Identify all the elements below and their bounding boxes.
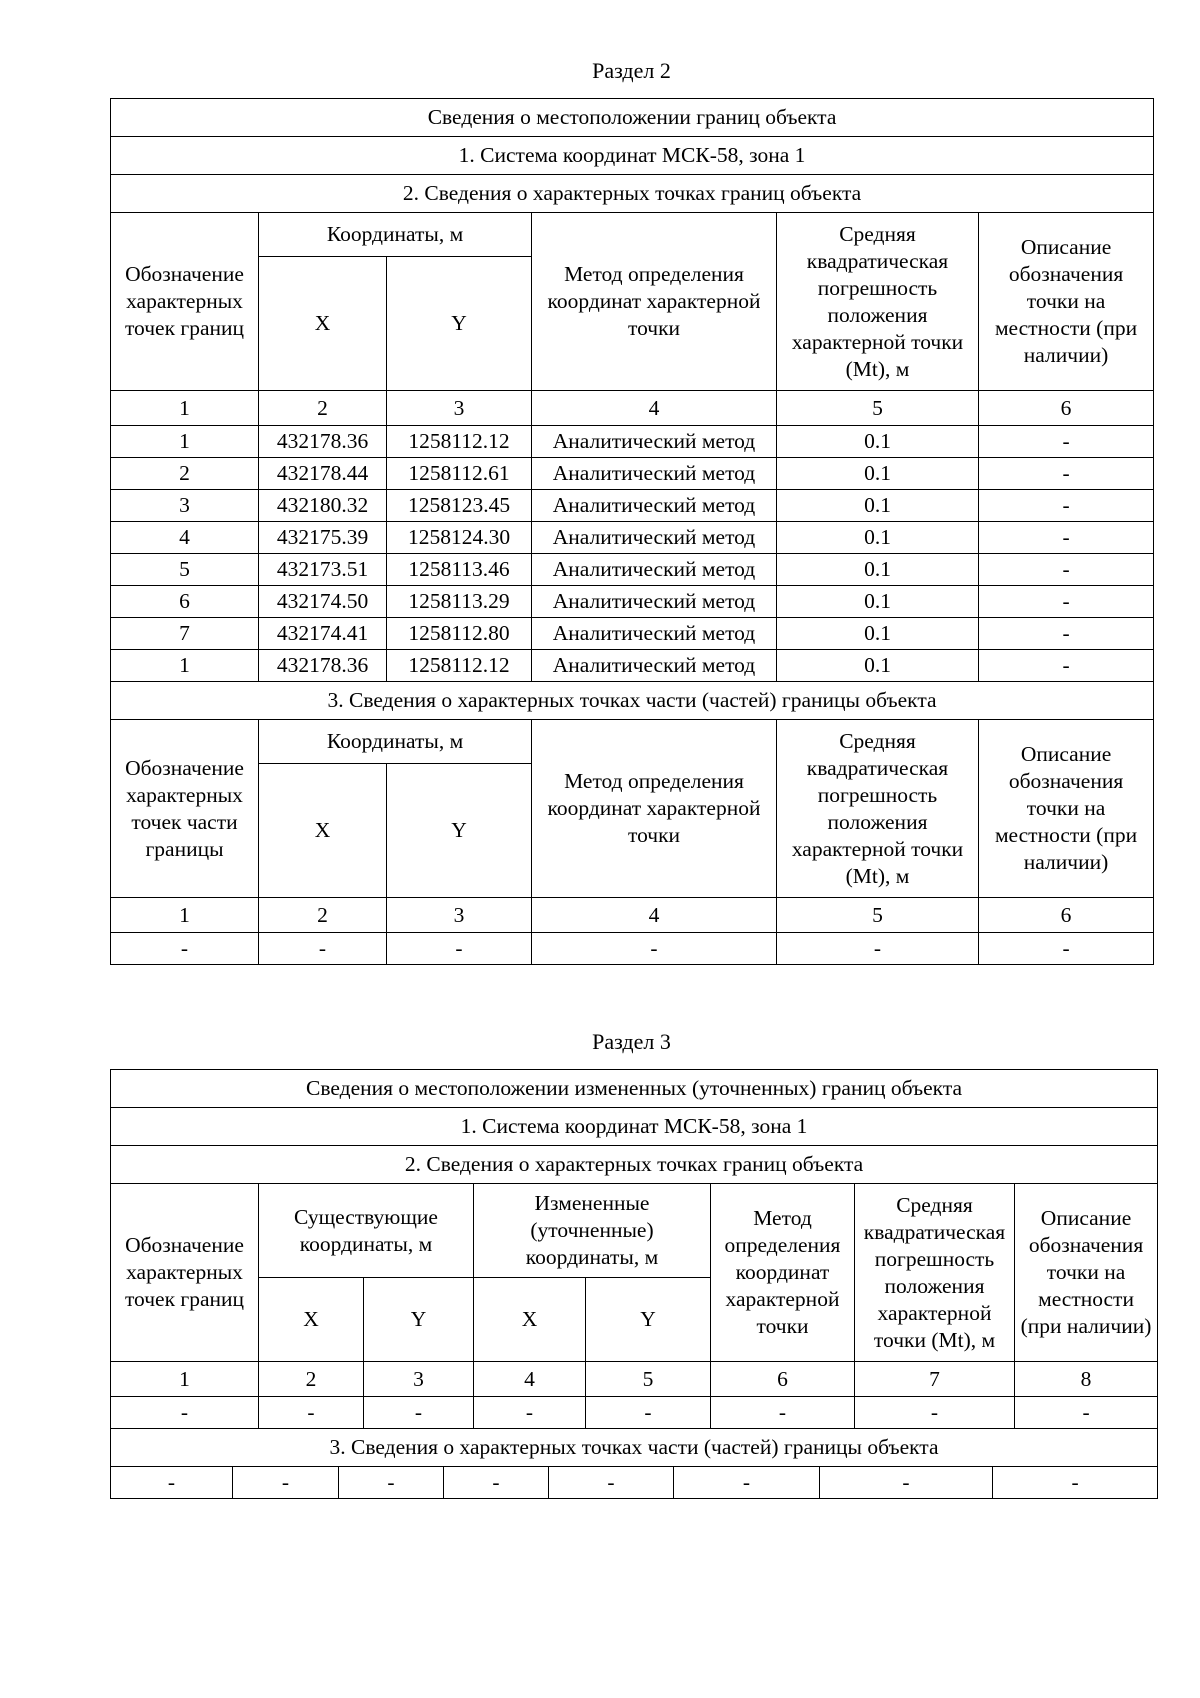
empty-cell: - (387, 933, 532, 965)
empty-cell: - (339, 1467, 444, 1499)
y-value: 1258113.46 (387, 554, 532, 586)
empty-cell: - (364, 1397, 474, 1429)
parts-header-row (111, 720, 1154, 764)
header-coords: Координаты, м (259, 213, 532, 257)
points-title: 2. Сведения о характерных точках границ объекта (111, 175, 1154, 213)
table-row (111, 586, 1154, 618)
method-value: Аналитический метод (532, 586, 777, 618)
empty-cell: - (549, 1467, 674, 1499)
column-number: 2 (259, 1362, 364, 1397)
table-title: Сведения о местоположении границ объекта (111, 99, 1154, 137)
column-number: 3 (364, 1362, 474, 1397)
column-number: 3 (387, 391, 532, 426)
header-x: X (259, 257, 387, 391)
points-title-row (111, 1146, 1158, 1184)
column-number: 1 (111, 1362, 259, 1397)
header-existing-x: X (259, 1278, 364, 1362)
y-value: 1258124.30 (387, 522, 532, 554)
column-number: 2 (259, 898, 387, 933)
column-number: 1 (111, 898, 259, 933)
empty-cell: - (711, 1397, 855, 1429)
point-number: 4 (111, 522, 259, 554)
mt-value: 0.1 (777, 650, 979, 682)
empty-cell: - (674, 1467, 820, 1499)
table-row (111, 618, 1154, 650)
empty-cell: - (111, 933, 259, 965)
parts-header-y: Y (387, 764, 532, 898)
section-2-title: Раздел 2 (592, 58, 671, 83)
column-number: 1 (111, 391, 259, 426)
y-value: 1258112.12 (387, 650, 532, 682)
method-value: Аналитический метод (532, 554, 777, 586)
table-title-row (111, 1070, 1158, 1108)
points-title-row (111, 175, 1154, 213)
point-number: 6 (111, 586, 259, 618)
table-row (111, 426, 1154, 458)
column-number: 4 (532, 391, 777, 426)
parts-header-method: Метод определения координат характерной точки (532, 720, 777, 898)
y-value: 1258112.61 (387, 458, 532, 490)
column-number: 2 (259, 391, 387, 426)
header-error: Средняя квадратическая погрешность положения характерной точки (Mt), м (777, 213, 979, 391)
column-number: 6 (711, 1362, 855, 1397)
header-row (111, 1184, 1158, 1278)
section-2-table (110, 98, 1154, 965)
x-value: 432175.39 (259, 522, 387, 554)
empty-cell: - (444, 1467, 549, 1499)
column-number: 5 (777, 391, 979, 426)
header-row (111, 213, 1154, 257)
table-title-row (111, 99, 1154, 137)
parts-column-numbers-row (111, 898, 1154, 933)
parts-header-designation: Обозначение характерных точек части границы (111, 720, 259, 898)
header-description: Описание обозначения точки на местности (при наличии) (1015, 1184, 1158, 1362)
mt-value: 0.1 (777, 490, 979, 522)
mt-value: 0.1 (777, 618, 979, 650)
x-value: 432178.44 (259, 458, 387, 490)
header-changed-coords: Измененные (уточненные) координаты, м (474, 1184, 711, 1278)
x-value: 432178.36 (259, 650, 387, 682)
method-value: Аналитический метод (532, 618, 777, 650)
column-numbers-row (111, 391, 1154, 426)
description-value: - (979, 522, 1154, 554)
table-row (111, 1467, 1158, 1499)
points-title: 2. Сведения о характерных точках границ объекта (111, 1146, 1158, 1184)
coordinate-system: 1. Система координат МСК-58, зона 1 (111, 137, 1154, 175)
coordinate-system: 1. Система координат МСК-58, зона 1 (111, 1108, 1158, 1146)
y-value: 1258112.12 (387, 426, 532, 458)
header-error: Средняя квадратическая погрешность положения характерной точки (Mt), м (855, 1184, 1015, 1362)
header-existing-y: Y (364, 1278, 474, 1362)
empty-cell: - (979, 933, 1154, 965)
table-row (111, 458, 1154, 490)
table-row (111, 1397, 1158, 1429)
method-value: Аналитический метод (532, 490, 777, 522)
table-row (111, 933, 1154, 965)
table-row (111, 554, 1154, 586)
x-value: 432180.32 (259, 490, 387, 522)
parts-header-description: Описание обозначения точки на местности (при наличии) (979, 720, 1154, 898)
point-number: 7 (111, 618, 259, 650)
method-value: Аналитический метод (532, 650, 777, 682)
column-number: 3 (387, 898, 532, 933)
x-value: 432174.50 (259, 586, 387, 618)
table-row (111, 522, 1154, 554)
description-value: - (979, 426, 1154, 458)
x-value: 432174.41 (259, 618, 387, 650)
mt-value: 0.1 (777, 522, 979, 554)
y-value: 1258112.80 (387, 618, 532, 650)
table-title: Сведения о местоположении измененных (уточненных) границ объекта (111, 1070, 1158, 1108)
empty-cell: - (586, 1397, 711, 1429)
column-number: 8 (1015, 1362, 1158, 1397)
method-value: Аналитический метод (532, 522, 777, 554)
section-3-table (110, 1069, 1158, 1499)
column-number: 6 (979, 391, 1154, 426)
column-number: 4 (474, 1362, 586, 1397)
header-method: Метод определения координат характерной точки (532, 213, 777, 391)
method-value: Аналитический метод (532, 458, 777, 490)
header-designation: Обозначение характерных точек границ (111, 1184, 259, 1362)
point-number: 3 (111, 490, 259, 522)
empty-cell: - (820, 1467, 993, 1499)
table-row (111, 490, 1154, 522)
header-changed-x: X (474, 1278, 586, 1362)
header-existing-coords: Существующие координаты, м (259, 1184, 474, 1278)
description-value: - (979, 554, 1154, 586)
point-number: 5 (111, 554, 259, 586)
empty-cell: - (259, 933, 387, 965)
mt-value: 0.1 (777, 426, 979, 458)
parts-title: 3. Сведения о характерных точках части (частей) границы объекта (111, 1429, 1158, 1467)
parts-title-row (111, 682, 1154, 720)
mt-value: 0.1 (777, 458, 979, 490)
y-value: 1258123.45 (387, 490, 532, 522)
empty-cell: - (777, 933, 979, 965)
empty-cell: - (111, 1397, 259, 1429)
method-value: Аналитический метод (532, 426, 777, 458)
column-number: 5 (777, 898, 979, 933)
column-number: 6 (979, 898, 1154, 933)
empty-cell: - (993, 1467, 1158, 1499)
column-number: 4 (532, 898, 777, 933)
empty-cell: - (532, 933, 777, 965)
description-value: - (979, 490, 1154, 522)
header-changed-y: Y (586, 1278, 711, 1362)
description-value: - (979, 650, 1154, 682)
parts-header-coords: Координаты, м (259, 720, 532, 764)
description-value: - (979, 458, 1154, 490)
parts-title: 3. Сведения о характерных точках части (частей) границы объекта (111, 682, 1154, 720)
parts-header-x: X (259, 764, 387, 898)
x-value: 432173.51 (259, 554, 387, 586)
description-value: - (979, 618, 1154, 650)
point-number: 2 (111, 458, 259, 490)
y-value: 1258113.29 (387, 586, 532, 618)
point-number: 1 (111, 426, 259, 458)
coordinate-system-row (111, 137, 1154, 175)
header-designation: Обозначение характерных точек границ (111, 213, 259, 391)
header-method: Метод определения координат характерной точки (711, 1184, 855, 1362)
coordinate-system-row (111, 1108, 1158, 1146)
description-value: - (979, 586, 1154, 618)
empty-cell: - (855, 1397, 1015, 1429)
parts-title-row (111, 1429, 1158, 1467)
table-row (111, 650, 1154, 682)
mt-value: 0.1 (777, 586, 979, 618)
column-number: 7 (855, 1362, 1015, 1397)
header-y: Y (387, 257, 532, 391)
header-description: Описание обозначения точки на местности (при наличии) (979, 213, 1154, 391)
empty-cell: - (259, 1397, 364, 1429)
column-number: 5 (586, 1362, 711, 1397)
point-number: 1 (111, 650, 259, 682)
parts-header-error: Средняя квадратическая погрешность положения характерной точки (Mt), м (777, 720, 979, 898)
empty-cell: - (1015, 1397, 1158, 1429)
mt-value: 0.1 (777, 554, 979, 586)
empty-cell: - (233, 1467, 339, 1499)
empty-cell: - (111, 1467, 233, 1499)
empty-cell: - (474, 1397, 586, 1429)
section-3-title: Раздел 3 (592, 1029, 671, 1054)
column-numbers-row (111, 1362, 1158, 1397)
x-value: 432178.36 (259, 426, 387, 458)
